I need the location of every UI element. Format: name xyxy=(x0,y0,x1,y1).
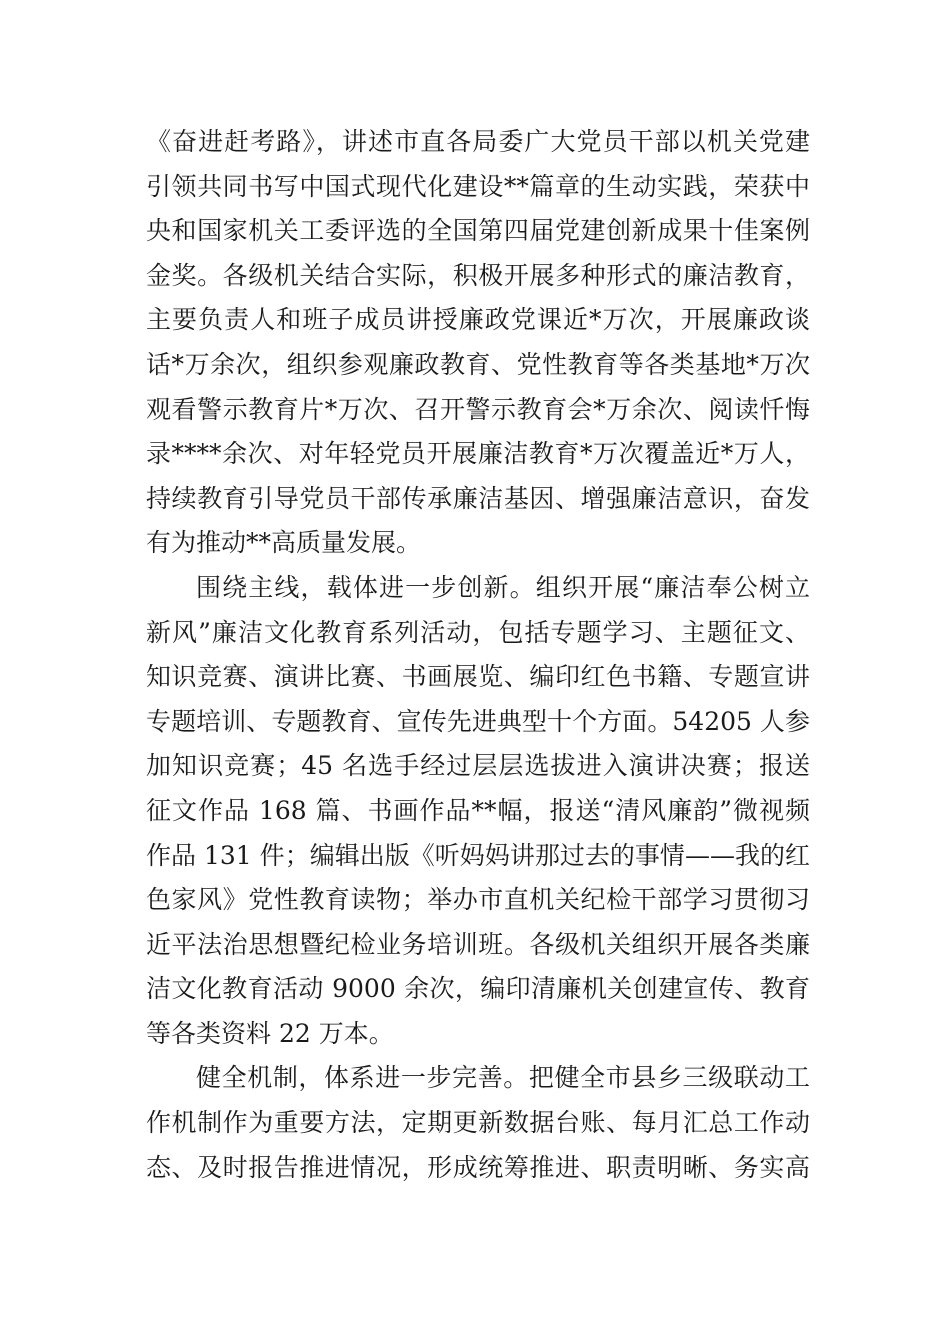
text-line: 围绕主线，载体进一步创新。组织开展“廉洁奉公树立 xyxy=(196,572,810,602)
text-line: 观看警示教育片*万次、召开警示教育会*万余次、阅读忏悔 xyxy=(146,394,810,424)
paragraph-2 xyxy=(146,566,810,1057)
text-line: 新风”廉洁文化教育系列活动，包括专题学习、主题征文、 xyxy=(146,617,810,647)
text-line: 态、及时报告推进情况，形成统筹推进、职责明晰、务实高 xyxy=(146,1152,810,1182)
text-line: 作品 131 件；编辑出版《听妈妈讲那过去的事情——我的红 xyxy=(146,840,810,870)
text-line: 录****余次、对年轻党员开展廉洁教育*万次覆盖近*万人， xyxy=(146,439,810,469)
paragraph-3 xyxy=(146,1056,810,1190)
text-line: 《奋进赶考路》，讲述市直各局委广大党员干部以机关党建 xyxy=(146,127,810,156)
text-line: 话*万余次，组织参观廉政教育、党性教育等各类基地*万次 xyxy=(146,349,810,379)
text-line: 金奖。各级机关结合实际，积极开展多种形式的廉洁教育， xyxy=(146,260,810,290)
text-line: 健全机制，体系进一步完善。把健全市县乡三级联动工 xyxy=(196,1063,810,1093)
paragraph-1 xyxy=(146,120,810,566)
text-line: 洁文化教育活动 9000 余次，编印清廉机关创建宣传、教育 xyxy=(146,974,810,1004)
text-line: 专题培训、专题教育、宣传先进典型十个方面。54205 人参 xyxy=(146,706,810,736)
text-line: 加知识竞赛；45 名选手经过层层选拔进入演讲决赛；报送 xyxy=(146,751,810,781)
text-line: 央和国家机关工委评选的全国第四届党建创新成果十佳案例 xyxy=(146,216,810,246)
document-body xyxy=(146,120,810,1190)
text-line: 持续教育引导党员干部传承廉洁基因、增强廉洁意识，奋发 xyxy=(146,483,810,513)
text-line: 色家风》党性教育读物；举办市直机关纪检干部学习贯彻习 xyxy=(146,885,810,915)
text-line: 作机制作为重要方法，定期更新数据台账、每月汇总工作动 xyxy=(146,1108,810,1138)
text-line: 征文作品 168 篇、书画作品**幅，报送“清风廉韵”微视频 xyxy=(146,795,810,825)
text-line: 有为推动**高质量发展。 xyxy=(146,528,422,558)
text-line: 近平法治思想暨纪检业务培训班。各级机关组织开展各类廉 xyxy=(146,929,810,959)
text-line: 引领共同书写中国式现代化建设**篇章的生动实践，荣获中 xyxy=(146,171,810,201)
text-line: 主要负责人和班子成员讲授廉政党课近*万次，开展廉政谈 xyxy=(146,305,810,335)
text-line: 知识竞赛、演讲比赛、书画展览、编印红色书籍、专题宣讲 xyxy=(146,662,810,692)
text-line: 等各类资料 22 万本。 xyxy=(146,1018,394,1048)
